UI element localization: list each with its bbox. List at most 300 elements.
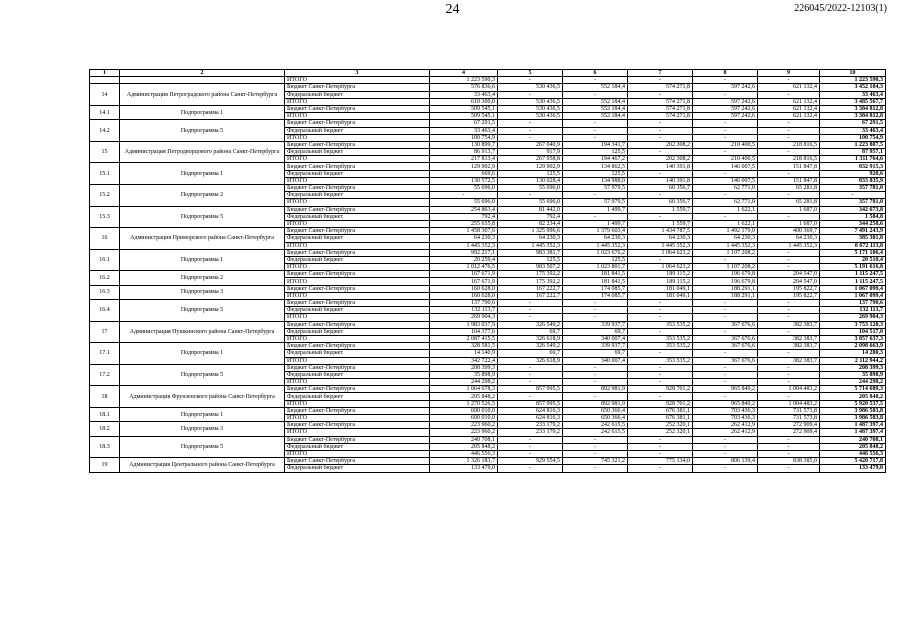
amount-cell: 181 049,1 [628, 285, 693, 292]
amount-cell: - [628, 300, 693, 307]
funding-source: Бюджет Санкт-Петербурга [285, 228, 430, 235]
amount-cell: 69,7 [563, 350, 628, 357]
program-name: Подпрограмма 3 [120, 285, 285, 299]
amount-cell: 509 545,1 [430, 113, 498, 120]
amount-cell: 1 004 483,2 [758, 386, 820, 393]
amount-cell: - [498, 300, 563, 307]
program-name: Подпрограмма 5 [120, 300, 285, 322]
amount-cell: 1 559,7 [628, 220, 693, 227]
table-row [90, 386, 886, 393]
amount-cell: 151 847,8 [758, 163, 820, 170]
amount-cell: - [628, 450, 693, 457]
funding-source: ИТОГО [285, 177, 430, 184]
total-cell: 1 223 807,5 [820, 141, 886, 148]
amount-cell: 132 113,7 [430, 307, 498, 314]
amount-cell: 992 217,1 [430, 249, 498, 256]
amount-cell: 983 507,2 [498, 264, 563, 271]
amount-cell: 1 379 603,4 [563, 228, 628, 235]
amount-cell: - [758, 393, 820, 400]
budget-table [89, 69, 886, 473]
amount-cell: - [758, 443, 820, 450]
amount-cell: - [563, 77, 628, 84]
amount-cell: - [563, 192, 628, 199]
amount-cell: 65 281,8 [758, 199, 820, 206]
amount-cell: 181 841,5 [563, 271, 628, 278]
amount-cell: - [693, 120, 758, 127]
budget-table-container [89, 69, 885, 473]
total-cell: 205 848,2 [820, 393, 886, 400]
amount-cell: - [628, 134, 693, 141]
amount-cell: 624 816,3 [498, 415, 563, 422]
total-cell: 1 115 247,5 [820, 271, 886, 278]
amount-cell: 1 445 352,3 [498, 242, 563, 249]
amount-cell: 792,4 [498, 213, 563, 220]
row-number: 15 [90, 141, 120, 163]
amount-cell: 64 230,3 [628, 235, 693, 242]
amount-cell: 509 545,1 [430, 105, 498, 112]
funding-source: Бюджет Санкт-Петербурга [285, 271, 430, 278]
funding-source: Федеральный бюджет [285, 307, 430, 314]
program-name: Подпрограмма 3 [120, 422, 285, 436]
row-number: 15.1 [90, 163, 120, 185]
amount-cell: - [758, 91, 820, 98]
amount-cell: 204 547,0 [758, 278, 820, 285]
program-name [120, 77, 285, 84]
amount-cell: - [498, 91, 563, 98]
amount-cell: 194 467,2 [563, 156, 628, 163]
table-row [90, 105, 886, 112]
column-header: 2 [120, 70, 285, 77]
amount-cell: 130 899,7 [430, 141, 498, 148]
amount-cell: 1 687,0 [758, 206, 820, 213]
amount-cell: 326 549,2 [498, 343, 563, 350]
amount-cell: - [498, 120, 563, 127]
amount-cell: 62 771,0 [693, 185, 758, 192]
program-name: Администрация Центрального района Санкт-Петербурга [120, 458, 285, 472]
amount-cell: 55 696,0 [498, 199, 563, 206]
amount-cell: 600 010,0 [430, 407, 498, 414]
amount-cell: - [693, 443, 758, 450]
amount-cell: - [498, 364, 563, 371]
amount-cell: 328 581,5 [430, 343, 498, 350]
amount-cell: - [563, 364, 628, 371]
funding-source: Федеральный бюджет [285, 192, 430, 199]
amount-cell: 621 132,4 [758, 98, 820, 105]
amount-cell: 217 813,4 [430, 156, 498, 163]
column-header: 1 [90, 70, 120, 77]
amount-cell: 929 554,5 [498, 458, 563, 465]
table-header-row [90, 70, 886, 77]
amount-cell: 55 696,0 [430, 199, 498, 206]
amount-cell: - [758, 307, 820, 314]
funding-source: ИТОГО [285, 335, 430, 342]
amount-cell: - [628, 443, 693, 450]
total-cell: 1 223 590,3 [820, 77, 886, 84]
amount-cell: 1 434 787,5 [628, 228, 693, 235]
amount-cell: 69,7 [563, 328, 628, 335]
funding-source: ИТОГО [285, 429, 430, 436]
amount-cell: - [693, 127, 758, 134]
table-row [90, 141, 886, 148]
amount-cell: 1 559,7 [628, 206, 693, 213]
funding-source: Федеральный бюджет [285, 170, 430, 177]
total-cell: 1 115 247,5 [820, 278, 886, 285]
amount-cell: - [693, 314, 758, 321]
funding-source: ИТОГО [285, 134, 430, 141]
amount-cell: 174 085,7 [563, 285, 628, 292]
amount-cell: 1 622,1 [693, 220, 758, 227]
amount-cell: 928 701,2 [628, 386, 693, 393]
amount-cell: 1 445 352,3 [563, 242, 628, 249]
amount-cell: 552 184,4 [563, 84, 628, 91]
amount-cell: 69,7 [498, 328, 563, 335]
amount-cell: - [498, 134, 563, 141]
amount-cell: 624 816,3 [498, 407, 563, 414]
row-number: 16 [90, 228, 120, 250]
amount-cell: 1 012 476,5 [430, 264, 498, 271]
amount-cell: 167 222,7 [498, 285, 563, 292]
total-cell: 33 463,4 [820, 127, 886, 134]
total-cell: 35 898,9 [820, 371, 886, 378]
amount-cell: - [498, 127, 563, 134]
amount-cell: - [628, 170, 693, 177]
total-cell: 385 381,8 [820, 235, 886, 242]
total-cell: 344 258,6 [820, 220, 886, 227]
amount-cell: - [758, 134, 820, 141]
funding-source: ИТОГО [285, 156, 430, 163]
amount-cell: 202 308,2 [628, 141, 693, 148]
amount-cell: - [498, 371, 563, 378]
funding-source: ИТОГО [285, 220, 430, 227]
funding-source: ИТОГО [285, 113, 430, 120]
amount-cell: 1 458 307,6 [430, 228, 498, 235]
amount-cell: 208 399,3 [430, 364, 498, 371]
amount-cell: 1 107 208,2 [693, 249, 758, 256]
amount-cell: - [758, 192, 820, 199]
amount-cell: 20 259,4 [430, 256, 498, 263]
amount-cell: - [758, 249, 820, 256]
table-row [90, 228, 886, 235]
amount-cell: 1 499,7 [563, 220, 628, 227]
amount-cell: 353 535,2 [628, 357, 693, 364]
funding-source: Федеральный бюджет [285, 213, 430, 220]
amount-cell: - [758, 450, 820, 457]
amount-cell: 175 392,2 [498, 278, 563, 285]
total-cell: 67 291,5 [820, 120, 886, 127]
total-cell: 357 781,0 [820, 199, 886, 206]
amount-cell: 125,5 [563, 149, 628, 156]
column-header: 3 [285, 70, 430, 77]
amount-cell: 530 436,5 [498, 113, 563, 120]
amount-cell: 137 790,6 [430, 300, 498, 307]
amount-cell: 382 383,7 [758, 321, 820, 328]
program-name: Подпрограмма 5 [120, 364, 285, 386]
amount-cell: - [563, 314, 628, 321]
amount-cell: 367 676,6 [693, 321, 758, 328]
amount-cell: 892 981,9 [563, 400, 628, 407]
program-name: Подпрограмма 1 [120, 105, 285, 119]
amount-cell: 254 863,4 [430, 206, 498, 213]
table-row [90, 300, 886, 307]
amount-cell: - [563, 443, 628, 450]
funding-source: Бюджет Санкт-Петербурга [285, 364, 430, 371]
amount-cell: 195 822,7 [758, 285, 820, 292]
table-row [90, 185, 886, 192]
amount-cell: 2 087 415,5 [430, 335, 498, 342]
amount-cell: - [693, 77, 758, 84]
amount-cell: 367 676,6 [693, 357, 758, 364]
program-name: Администрация Фрунзенского района Санкт-Петербурга [120, 386, 285, 408]
amount-cell: 552 184,4 [563, 113, 628, 120]
column-header: 8 [693, 70, 758, 77]
total-cell: 137 790,6 [820, 300, 886, 307]
column-header: 9 [758, 70, 820, 77]
amount-cell: 597 242,6 [693, 105, 758, 112]
amount-cell: - [628, 77, 693, 84]
table-row [90, 77, 886, 84]
amount-cell: - [758, 371, 820, 378]
total-cell: 269 904,3 [820, 314, 886, 321]
total-cell: 342 673,8 [820, 206, 886, 213]
amount-cell: - [693, 134, 758, 141]
amount-cell: 129 902,9 [498, 163, 563, 170]
amount-cell: 233 179,2 [498, 429, 563, 436]
amount-cell: 130 028,4 [498, 177, 563, 184]
amount-cell: 272 909,4 [758, 429, 820, 436]
amount-cell: 1 107 208,2 [693, 264, 758, 271]
amount-cell: 1 492 179,0 [693, 228, 758, 235]
funding-source: ИТОГО [285, 292, 430, 299]
total-cell: 3 384 812,8 [820, 113, 886, 120]
amount-cell: 857 995,5 [498, 386, 563, 393]
amount-cell: 838 385,0 [758, 458, 820, 465]
funding-source: Федеральный бюджет [285, 91, 430, 98]
amount-cell: 731 573,8 [758, 415, 820, 422]
amount-cell: 1 064 623,2 [628, 264, 693, 271]
amount-cell: 326 618,9 [498, 335, 563, 342]
total-cell: 1 487 397,4 [820, 429, 886, 436]
program-name: Подпрограмма 5 [120, 436, 285, 458]
amount-cell: 86 913,7 [430, 149, 498, 156]
amount-cell: 1 023 801,7 [563, 264, 628, 271]
total-cell: 3 452 104,3 [820, 84, 886, 91]
total-cell: 920,6 [820, 170, 886, 177]
row-number: 14.2 [90, 120, 120, 142]
column-header: 6 [563, 70, 628, 77]
funding-source: Бюджет Санкт-Петербурга [285, 105, 430, 112]
program-name: Подпрограмма 2 [120, 271, 285, 285]
amount-cell: 1 064 678,3 [430, 386, 498, 393]
amount-cell: 175 392,2 [498, 271, 563, 278]
amount-cell: 60 356,7 [628, 185, 693, 192]
amount-cell: 267 958,8 [498, 156, 563, 163]
amount-cell: 530 436,5 [498, 98, 563, 105]
amount-cell: 669,6 [430, 170, 498, 177]
amount-cell: 857 995,5 [498, 400, 563, 407]
amount-cell: 1 004 483,2 [758, 400, 820, 407]
funding-source: Федеральный бюджет [285, 465, 430, 472]
amount-cell: - [498, 192, 563, 199]
amount-cell: 167 222,7 [498, 292, 563, 299]
table-row [90, 206, 886, 213]
amount-cell: 1 445 352,3 [628, 242, 693, 249]
amount-cell: - [563, 465, 628, 472]
amount-cell: 1 687,0 [758, 220, 820, 227]
table-row [90, 271, 886, 278]
amount-cell: 65 281,8 [758, 185, 820, 192]
amount-cell: - [498, 307, 563, 314]
total-cell: 833 835,9 [820, 177, 886, 184]
amount-cell: - [628, 328, 693, 335]
row-number: 17.1 [90, 343, 120, 365]
amount-cell: 382 383,7 [758, 343, 820, 350]
amount-cell: 189 115,2 [628, 278, 693, 285]
funding-source: Федеральный бюджет [285, 256, 430, 263]
amount-cell: 1 325 996,6 [498, 228, 563, 235]
amount-cell: 574 271,8 [628, 84, 693, 91]
amount-cell: 167 671,9 [430, 271, 498, 278]
amount-cell: - [693, 465, 758, 472]
row-number: 15.2 [90, 185, 120, 207]
amount-cell: 339 937,7 [563, 343, 628, 350]
amount-cell: 745 321,2 [563, 458, 628, 465]
total-cell: 5 171 106,4 [820, 249, 886, 256]
funding-source: Бюджет Санкт-Петербурга [285, 422, 430, 429]
amount-cell: 242 615,5 [563, 429, 628, 436]
amount-cell: - [498, 443, 563, 450]
total-cell: 1 584,8 [820, 213, 886, 220]
amount-cell: 1 622,1 [693, 206, 758, 213]
total-cell: 5 920 537,5 [820, 400, 886, 407]
amount-cell: 367 676,6 [693, 335, 758, 342]
total-cell: 133 479,0 [820, 465, 886, 472]
total-cell: 832 915,3 [820, 163, 886, 170]
amount-cell: - [693, 371, 758, 378]
row-number: 16.4 [90, 300, 120, 322]
funding-source: Федеральный бюджет [285, 443, 430, 450]
funding-source: Бюджет Санкт-Петербурга [285, 84, 430, 91]
amount-cell: 1 023 676,2 [563, 249, 628, 256]
amount-cell: 676 381,1 [628, 415, 693, 422]
amount-cell: 367 676,6 [693, 343, 758, 350]
amount-cell: - [758, 120, 820, 127]
amount-cell: 57 979,5 [563, 199, 628, 206]
amount-cell: 223 960,2 [430, 422, 498, 429]
total-cell: 7 491 243,9 [820, 228, 886, 235]
funding-source: ИТОГО [285, 379, 430, 386]
amount-cell: 775 134,0 [628, 458, 693, 465]
amount-cell: 64 230,3 [693, 235, 758, 242]
amount-cell: 202 308,2 [628, 156, 693, 163]
amount-cell: 552 184,4 [563, 98, 628, 105]
amount-cell: - [498, 465, 563, 472]
funding-source: ИТОГО [285, 400, 430, 407]
amount-cell: 55 696,0 [498, 185, 563, 192]
amount-cell: - [563, 91, 628, 98]
amount-cell: - [693, 192, 758, 199]
row-number: 17.2 [90, 364, 120, 386]
amount-cell: 703 436,3 [693, 407, 758, 414]
table-row [90, 364, 886, 371]
amount-cell: 597 242,6 [693, 113, 758, 120]
table-row [90, 120, 886, 127]
amount-cell: 267 040,9 [498, 141, 563, 148]
total-cell: 3 384 812,8 [820, 105, 886, 112]
total-cell: 132 113,7 [820, 307, 886, 314]
amount-cell: 574 271,8 [628, 98, 693, 105]
funding-source: Бюджет Санкт-Петербурга [285, 120, 430, 127]
amount-cell: 983 381,7 [498, 249, 563, 256]
funding-source: Бюджет Санкт-Петербурга [285, 206, 430, 213]
total-cell: - [820, 192, 886, 199]
funding-source: Бюджет Санкт-Петербурга [285, 141, 430, 148]
amount-cell: 181 049,1 [628, 292, 693, 299]
column-header: 10 [820, 70, 886, 77]
amount-cell: 125,5 [563, 170, 628, 177]
total-cell: 8 672 113,8 [820, 242, 886, 249]
amount-cell: 530 436,5 [498, 105, 563, 112]
amount-cell: 1 499,7 [563, 206, 628, 213]
amount-cell: 340 007,4 [563, 357, 628, 364]
amount-cell: 1 064 623,2 [628, 249, 693, 256]
amount-cell: 218 816,5 [758, 156, 820, 163]
amount-cell: 400 369,7 [758, 228, 820, 235]
table-body [90, 77, 886, 472]
program-name: Подпрограмма 2 [120, 185, 285, 207]
amount-cell: 576 836,6 [430, 84, 498, 91]
row-number: 18.2 [90, 422, 120, 436]
amount-cell: 130 572,5 [430, 177, 498, 184]
amount-cell: 160 628,0 [430, 285, 498, 292]
program-name: Администрация Пушкинского района Санкт-Петербурга [120, 321, 285, 343]
amount-cell: - [758, 264, 820, 271]
amount-cell: 134 862,5 [563, 163, 628, 170]
amount-cell: 195 822,7 [758, 292, 820, 299]
row-number [90, 77, 120, 84]
amount-cell: - [628, 91, 693, 98]
amount-cell: - [758, 350, 820, 357]
amount-cell: - [628, 149, 693, 156]
amount-cell: - [693, 300, 758, 307]
amount-cell: 610 300,0 [430, 98, 498, 105]
amount-cell: 621 132,4 [758, 113, 820, 120]
total-cell: 14 280,3 [820, 350, 886, 357]
amount-cell: 574 271,8 [628, 105, 693, 112]
amount-cell: - [563, 300, 628, 307]
amount-cell: 104 377,6 [430, 328, 498, 335]
amount-cell: - [693, 350, 758, 357]
amount-cell: 965 849,2 [693, 400, 758, 407]
amount-cell: 240 708,1 [430, 436, 498, 443]
amount-cell: 129 902,9 [430, 163, 498, 170]
amount-cell: 57 979,5 [563, 185, 628, 192]
total-cell: 1 487 397,4 [820, 422, 886, 429]
amount-cell: 64 230,3 [498, 235, 563, 242]
funding-source: ИТОГО [285, 357, 430, 364]
funding-source: Бюджет Санкт-Петербурга [285, 458, 430, 465]
amount-cell: 60 356,7 [628, 199, 693, 206]
amount-cell: - [628, 127, 693, 134]
amount-cell: - [693, 170, 758, 177]
row-number: 19 [90, 458, 120, 472]
funding-source: Бюджет Санкт-Петербурга [285, 185, 430, 192]
amount-cell: 1 326 183,7 [430, 458, 498, 465]
amount-cell: 806 139,4 [693, 458, 758, 465]
table-row [90, 436, 886, 443]
amount-cell: - [628, 364, 693, 371]
amount-cell: 574 271,8 [628, 113, 693, 120]
program-name: Администрация Приморского района Санкт-Петербурга [120, 228, 285, 250]
